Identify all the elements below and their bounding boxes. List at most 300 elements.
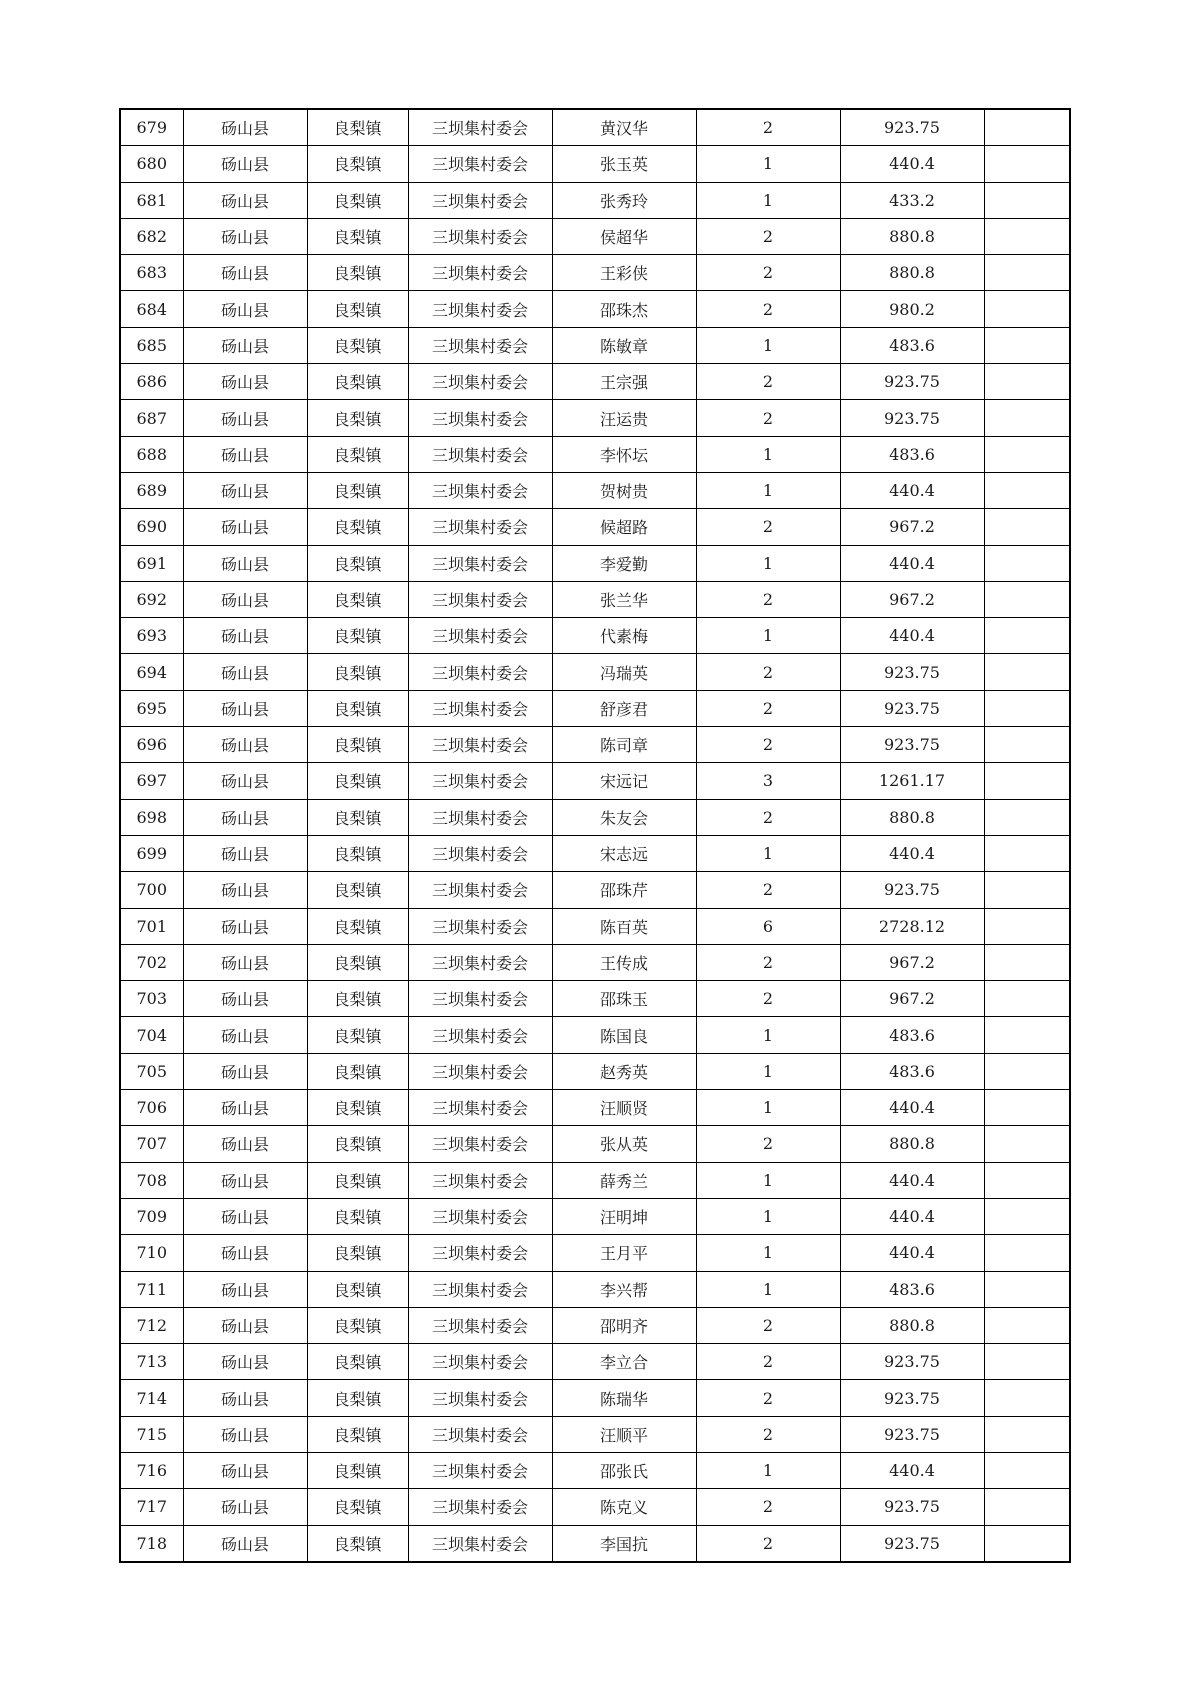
- town-cell: 良梨镇: [307, 690, 408, 726]
- household-size-cell: 1: [696, 1162, 840, 1198]
- village-committee-cell: 三坝集村委会: [408, 581, 552, 617]
- amount-cell: 967.2: [840, 581, 984, 617]
- county-cell: 砀山县: [183, 1416, 307, 1452]
- table-row: [120, 1380, 1070, 1416]
- row-number-cell: 679: [120, 109, 183, 146]
- remark-cell: [984, 1416, 1070, 1452]
- town-cell: 良梨镇: [307, 835, 408, 871]
- household-size-cell: 2: [696, 1416, 840, 1452]
- table-row: [120, 327, 1070, 363]
- row-number-cell: 714: [120, 1380, 183, 1416]
- table-row: [120, 1416, 1070, 1452]
- table-row: [120, 364, 1070, 400]
- village-committee-cell: 三坝集村委会: [408, 835, 552, 871]
- town-cell: 良梨镇: [307, 1307, 408, 1343]
- village-committee-cell: 三坝集村委会: [408, 146, 552, 182]
- household-size-cell: 3: [696, 763, 840, 799]
- amount-cell: 923.75: [840, 109, 984, 146]
- amount-cell: 2728.12: [840, 908, 984, 944]
- household-size-cell: 1: [696, 618, 840, 654]
- county-cell: 砀山县: [183, 1344, 307, 1380]
- name-cell: 李立合: [552, 1344, 696, 1380]
- name-cell: 贺树贵: [552, 472, 696, 508]
- remark-cell: [984, 255, 1070, 291]
- county-cell: 砀山县: [183, 1162, 307, 1198]
- county-cell: 砀山县: [183, 255, 307, 291]
- remark-cell: [984, 1090, 1070, 1126]
- name-cell: 朱友会: [552, 799, 696, 835]
- town-cell: 良梨镇: [307, 109, 408, 146]
- amount-cell: 1261.17: [840, 763, 984, 799]
- household-size-cell: 2: [696, 872, 840, 908]
- remark-cell: [984, 799, 1070, 835]
- town-cell: 良梨镇: [307, 291, 408, 327]
- town-cell: 良梨镇: [307, 1452, 408, 1488]
- county-cell: 砀山县: [183, 146, 307, 182]
- table-row: [120, 654, 1070, 690]
- row-number-cell: 685: [120, 327, 183, 363]
- name-cell: 黄汉华: [552, 109, 696, 146]
- amount-cell: 440.4: [840, 472, 984, 508]
- amount-cell: 440.4: [840, 835, 984, 871]
- name-cell: 张秀玲: [552, 182, 696, 218]
- town-cell: 良梨镇: [307, 1090, 408, 1126]
- amount-cell: 483.6: [840, 1271, 984, 1307]
- name-cell: 张从英: [552, 1126, 696, 1162]
- name-cell: 陈瑞华: [552, 1380, 696, 1416]
- table-row: [120, 1344, 1070, 1380]
- household-size-cell: 2: [696, 109, 840, 146]
- row-number-cell: 687: [120, 400, 183, 436]
- row-number-cell: 702: [120, 944, 183, 980]
- amount-cell: 440.4: [840, 1090, 984, 1126]
- row-number-cell: 699: [120, 835, 183, 871]
- town-cell: 良梨镇: [307, 218, 408, 254]
- county-cell: 砀山县: [183, 835, 307, 871]
- amount-cell: 433.2: [840, 182, 984, 218]
- household-size-cell: 1: [696, 436, 840, 472]
- village-committee-cell: 三坝集村委会: [408, 981, 552, 1017]
- remark-cell: [984, 109, 1070, 146]
- county-cell: 砀山县: [183, 327, 307, 363]
- town-cell: 良梨镇: [307, 182, 408, 218]
- town-cell: 良梨镇: [307, 1489, 408, 1525]
- town-cell: 良梨镇: [307, 1344, 408, 1380]
- town-cell: 良梨镇: [307, 1162, 408, 1198]
- county-cell: 砀山县: [183, 182, 307, 218]
- table-row: [120, 545, 1070, 581]
- household-size-cell: 2: [696, 291, 840, 327]
- amount-cell: 923.75: [840, 690, 984, 726]
- table-row: [120, 1162, 1070, 1198]
- amount-cell: 880.8: [840, 255, 984, 291]
- name-cell: 陈司章: [552, 727, 696, 763]
- amount-cell: 967.2: [840, 509, 984, 545]
- table-row: [120, 1235, 1070, 1271]
- remark-cell: [984, 1525, 1070, 1562]
- village-committee-cell: 三坝集村委会: [408, 944, 552, 980]
- remark-cell: [984, 1344, 1070, 1380]
- village-committee-cell: 三坝集村委会: [408, 1162, 552, 1198]
- name-cell: 陈克义: [552, 1489, 696, 1525]
- remark-cell: [984, 1162, 1070, 1198]
- county-cell: 砀山县: [183, 1126, 307, 1162]
- amount-cell: 923.75: [840, 364, 984, 400]
- county-cell: 砀山县: [183, 1380, 307, 1416]
- remark-cell: [984, 218, 1070, 254]
- town-cell: 良梨镇: [307, 545, 408, 581]
- household-size-cell: 1: [696, 1053, 840, 1089]
- row-number-cell: 711: [120, 1271, 183, 1307]
- table-body: [120, 109, 1070, 1562]
- village-committee-cell: 三坝集村委会: [408, 1344, 552, 1380]
- table-row: [120, 1307, 1070, 1343]
- row-number-cell: 717: [120, 1489, 183, 1525]
- town-cell: 良梨镇: [307, 981, 408, 1017]
- village-committee-cell: 三坝集村委会: [408, 182, 552, 218]
- village-committee-cell: 三坝集村委会: [408, 109, 552, 146]
- county-cell: 砀山县: [183, 1452, 307, 1488]
- household-size-cell: 2: [696, 799, 840, 835]
- remark-cell: [984, 364, 1070, 400]
- name-cell: 候超路: [552, 509, 696, 545]
- county-cell: 砀山县: [183, 690, 307, 726]
- amount-cell: 440.4: [840, 1162, 984, 1198]
- table-row: [120, 1198, 1070, 1234]
- table-row: [120, 1090, 1070, 1126]
- village-committee-cell: 三坝集村委会: [408, 218, 552, 254]
- name-cell: 张玉英: [552, 146, 696, 182]
- town-cell: 良梨镇: [307, 944, 408, 980]
- village-committee-cell: 三坝集村委会: [408, 690, 552, 726]
- remark-cell: [984, 581, 1070, 617]
- county-cell: 砀山县: [183, 981, 307, 1017]
- amount-cell: 923.75: [840, 872, 984, 908]
- remark-cell: [984, 944, 1070, 980]
- town-cell: 良梨镇: [307, 400, 408, 436]
- row-number-cell: 712: [120, 1307, 183, 1343]
- household-size-cell: 2: [696, 255, 840, 291]
- amount-cell: 483.6: [840, 327, 984, 363]
- village-committee-cell: 三坝集村委会: [408, 618, 552, 654]
- name-cell: 舒彦君: [552, 690, 696, 726]
- table-row: [120, 799, 1070, 835]
- row-number-cell: 684: [120, 291, 183, 327]
- table-row: [120, 255, 1070, 291]
- row-number-cell: 715: [120, 1416, 183, 1452]
- town-cell: 良梨镇: [307, 1126, 408, 1162]
- table-row: [120, 581, 1070, 617]
- remark-cell: [984, 872, 1070, 908]
- remark-cell: [984, 835, 1070, 871]
- amount-cell: 923.75: [840, 1380, 984, 1416]
- town-cell: 良梨镇: [307, 763, 408, 799]
- household-size-cell: 2: [696, 654, 840, 690]
- name-cell: 汪明坤: [552, 1198, 696, 1234]
- village-committee-cell: 三坝集村委会: [408, 255, 552, 291]
- row-number-cell: 683: [120, 255, 183, 291]
- household-size-cell: 2: [696, 690, 840, 726]
- remark-cell: [984, 1053, 1070, 1089]
- town-cell: 良梨镇: [307, 799, 408, 835]
- remark-cell: [984, 1271, 1070, 1307]
- village-committee-cell: 三坝集村委会: [408, 763, 552, 799]
- name-cell: 王月平: [552, 1235, 696, 1271]
- name-cell: 薛秀兰: [552, 1162, 696, 1198]
- village-committee-cell: 三坝集村委会: [408, 1525, 552, 1562]
- county-cell: 砀山县: [183, 1489, 307, 1525]
- town-cell: 良梨镇: [307, 146, 408, 182]
- amount-cell: 923.75: [840, 727, 984, 763]
- household-size-cell: 2: [696, 364, 840, 400]
- amount-cell: 440.4: [840, 545, 984, 581]
- table-row: [120, 218, 1070, 254]
- county-cell: 砀山县: [183, 218, 307, 254]
- household-size-cell: 1: [696, 1271, 840, 1307]
- remark-cell: [984, 472, 1070, 508]
- county-cell: 砀山县: [183, 618, 307, 654]
- county-cell: 砀山县: [183, 436, 307, 472]
- row-number-cell: 700: [120, 872, 183, 908]
- county-cell: 砀山县: [183, 1198, 307, 1234]
- county-cell: 砀山县: [183, 109, 307, 146]
- table-row: [120, 981, 1070, 1017]
- village-committee-cell: 三坝集村委会: [408, 291, 552, 327]
- name-cell: 王彩侠: [552, 255, 696, 291]
- household-size-cell: 2: [696, 218, 840, 254]
- remark-cell: [984, 908, 1070, 944]
- county-cell: 砀山县: [183, 944, 307, 980]
- county-cell: 砀山县: [183, 364, 307, 400]
- household-size-cell: 1: [696, 472, 840, 508]
- remark-cell: [984, 400, 1070, 436]
- remark-cell: [984, 1489, 1070, 1525]
- name-cell: 邵珠杰: [552, 291, 696, 327]
- household-size-cell: 1: [696, 545, 840, 581]
- amount-cell: 923.75: [840, 1525, 984, 1562]
- town-cell: 良梨镇: [307, 581, 408, 617]
- village-committee-cell: 三坝集村委会: [408, 799, 552, 835]
- row-number-cell: 695: [120, 690, 183, 726]
- county-cell: 砀山县: [183, 1525, 307, 1562]
- county-cell: 砀山县: [183, 763, 307, 799]
- table-row: [120, 618, 1070, 654]
- table-row: [120, 944, 1070, 980]
- county-cell: 砀山县: [183, 908, 307, 944]
- name-cell: 李国抗: [552, 1525, 696, 1562]
- amount-cell: 967.2: [840, 944, 984, 980]
- remark-cell: [984, 1380, 1070, 1416]
- remark-cell: [984, 618, 1070, 654]
- household-size-cell: 2: [696, 1344, 840, 1380]
- table-row: [120, 472, 1070, 508]
- row-number-cell: 686: [120, 364, 183, 400]
- village-committee-cell: 三坝集村委会: [408, 1307, 552, 1343]
- village-committee-cell: 三坝集村委会: [408, 436, 552, 472]
- town-cell: 良梨镇: [307, 1235, 408, 1271]
- row-number-cell: 710: [120, 1235, 183, 1271]
- table-row: [120, 1017, 1070, 1053]
- household-size-cell: 2: [696, 944, 840, 980]
- name-cell: 邵明齐: [552, 1307, 696, 1343]
- village-committee-cell: 三坝集村委会: [408, 1053, 552, 1089]
- row-number-cell: 703: [120, 981, 183, 1017]
- name-cell: 陈国良: [552, 1017, 696, 1053]
- town-cell: 良梨镇: [307, 327, 408, 363]
- name-cell: 代素梅: [552, 618, 696, 654]
- table-row: [120, 146, 1070, 182]
- name-cell: 李兴帮: [552, 1271, 696, 1307]
- village-committee-cell: 三坝集村委会: [408, 472, 552, 508]
- table-row: [120, 727, 1070, 763]
- village-committee-cell: 三坝集村委会: [408, 545, 552, 581]
- row-number-cell: 680: [120, 146, 183, 182]
- amount-cell: 880.8: [840, 799, 984, 835]
- household-size-cell: 2: [696, 981, 840, 1017]
- county-cell: 砀山县: [183, 472, 307, 508]
- row-number-cell: 698: [120, 799, 183, 835]
- data-table: [119, 108, 1071, 1563]
- village-committee-cell: 三坝集村委会: [408, 1271, 552, 1307]
- town-cell: 良梨镇: [307, 255, 408, 291]
- row-number-cell: 697: [120, 763, 183, 799]
- row-number-cell: 694: [120, 654, 183, 690]
- village-committee-cell: 三坝集村委会: [408, 1017, 552, 1053]
- amount-cell: 483.6: [840, 1017, 984, 1053]
- amount-cell: 880.8: [840, 218, 984, 254]
- household-size-cell: 1: [696, 182, 840, 218]
- amount-cell: 440.4: [840, 618, 984, 654]
- amount-cell: 880.8: [840, 1307, 984, 1343]
- county-cell: 砀山县: [183, 1307, 307, 1343]
- town-cell: 良梨镇: [307, 727, 408, 763]
- amount-cell: 967.2: [840, 981, 984, 1017]
- row-number-cell: 709: [120, 1198, 183, 1234]
- table-row: [120, 291, 1070, 327]
- table-row: [120, 872, 1070, 908]
- name-cell: 陈百英: [552, 908, 696, 944]
- table-row: [120, 690, 1070, 726]
- table-row: [120, 1489, 1070, 1525]
- amount-cell: 440.4: [840, 1452, 984, 1488]
- row-number-cell: 688: [120, 436, 183, 472]
- row-number-cell: 718: [120, 1525, 183, 1562]
- village-committee-cell: 三坝集村委会: [408, 1126, 552, 1162]
- amount-cell: 923.75: [840, 654, 984, 690]
- amount-cell: 923.75: [840, 400, 984, 436]
- row-number-cell: 681: [120, 182, 183, 218]
- town-cell: 良梨镇: [307, 618, 408, 654]
- table-row: [120, 835, 1070, 871]
- amount-cell: 923.75: [840, 1416, 984, 1452]
- town-cell: 良梨镇: [307, 1271, 408, 1307]
- amount-cell: 923.75: [840, 1344, 984, 1380]
- household-size-cell: 2: [696, 1307, 840, 1343]
- town-cell: 良梨镇: [307, 908, 408, 944]
- row-number-cell: 704: [120, 1017, 183, 1053]
- household-size-cell: 2: [696, 1380, 840, 1416]
- row-number-cell: 707: [120, 1126, 183, 1162]
- remark-cell: [984, 1198, 1070, 1234]
- name-cell: 王宗强: [552, 364, 696, 400]
- village-committee-cell: 三坝集村委会: [408, 908, 552, 944]
- name-cell: 赵秀英: [552, 1053, 696, 1089]
- name-cell: 李爱勤: [552, 545, 696, 581]
- household-size-cell: 1: [696, 1198, 840, 1234]
- amount-cell: 880.8: [840, 1126, 984, 1162]
- table-row: [120, 1452, 1070, 1488]
- household-size-cell: 2: [696, 581, 840, 617]
- county-cell: 砀山县: [183, 727, 307, 763]
- remark-cell: [984, 327, 1070, 363]
- village-committee-cell: 三坝集村委会: [408, 364, 552, 400]
- remark-cell: [984, 690, 1070, 726]
- county-cell: 砀山县: [183, 1090, 307, 1126]
- household-size-cell: 2: [696, 1126, 840, 1162]
- amount-cell: 440.4: [840, 146, 984, 182]
- town-cell: 良梨镇: [307, 654, 408, 690]
- county-cell: 砀山县: [183, 509, 307, 545]
- remark-cell: [984, 981, 1070, 1017]
- table-row: [120, 908, 1070, 944]
- name-cell: 侯超华: [552, 218, 696, 254]
- household-size-cell: 2: [696, 509, 840, 545]
- household-size-cell: 2: [696, 1489, 840, 1525]
- name-cell: 王传成: [552, 944, 696, 980]
- remark-cell: [984, 509, 1070, 545]
- town-cell: 良梨镇: [307, 436, 408, 472]
- row-number-cell: 693: [120, 618, 183, 654]
- name-cell: 汪顺平: [552, 1416, 696, 1452]
- village-committee-cell: 三坝集村委会: [408, 1235, 552, 1271]
- household-size-cell: 1: [696, 1017, 840, 1053]
- village-committee-cell: 三坝集村委会: [408, 1090, 552, 1126]
- town-cell: 良梨镇: [307, 1525, 408, 1562]
- town-cell: 良梨镇: [307, 872, 408, 908]
- table-row: [120, 1525, 1070, 1562]
- amount-cell: 440.4: [840, 1235, 984, 1271]
- remark-cell: [984, 182, 1070, 218]
- remark-cell: [984, 1017, 1070, 1053]
- town-cell: 良梨镇: [307, 1380, 408, 1416]
- village-committee-cell: 三坝集村委会: [408, 1380, 552, 1416]
- row-number-cell: 682: [120, 218, 183, 254]
- remark-cell: [984, 146, 1070, 182]
- town-cell: 良梨镇: [307, 364, 408, 400]
- row-number-cell: 708: [120, 1162, 183, 1198]
- row-number-cell: 690: [120, 509, 183, 545]
- name-cell: 宋志远: [552, 835, 696, 871]
- table-row: [120, 763, 1070, 799]
- name-cell: 邵张氏: [552, 1452, 696, 1488]
- remark-cell: [984, 436, 1070, 472]
- name-cell: 汪顺贤: [552, 1090, 696, 1126]
- name-cell: 张兰华: [552, 581, 696, 617]
- village-committee-cell: 三坝集村委会: [408, 327, 552, 363]
- name-cell: 陈敏章: [552, 327, 696, 363]
- row-number-cell: 701: [120, 908, 183, 944]
- name-cell: 邵珠玉: [552, 981, 696, 1017]
- amount-cell: 923.75: [840, 1489, 984, 1525]
- household-size-cell: 2: [696, 1525, 840, 1562]
- remark-cell: [984, 291, 1070, 327]
- row-number-cell: 716: [120, 1452, 183, 1488]
- village-committee-cell: 三坝集村委会: [408, 1489, 552, 1525]
- county-cell: 砀山县: [183, 1235, 307, 1271]
- county-cell: 砀山县: [183, 1017, 307, 1053]
- table-row: [120, 182, 1070, 218]
- amount-cell: 483.6: [840, 1053, 984, 1089]
